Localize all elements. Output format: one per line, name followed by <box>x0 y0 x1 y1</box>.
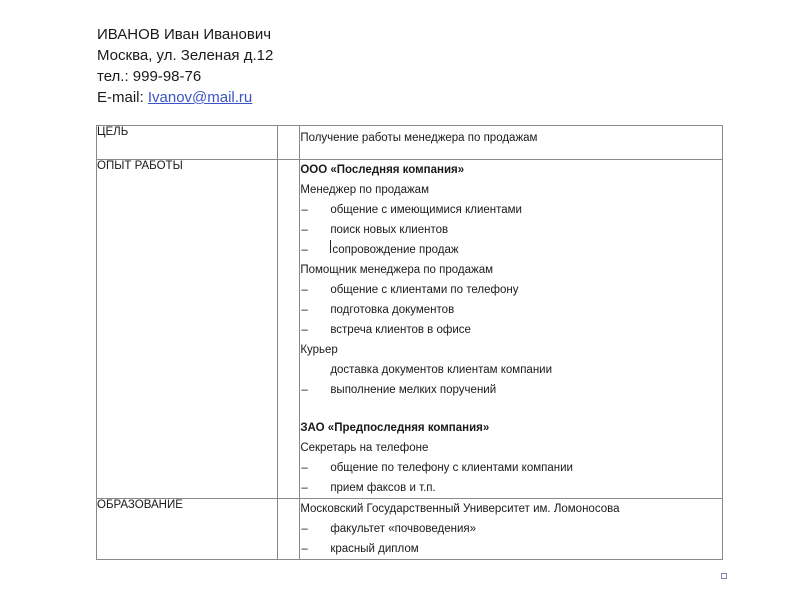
duty-text: подготовка документов <box>330 304 455 316</box>
duty-item <box>300 478 722 498</box>
spacer-cell <box>278 160 300 499</box>
duty-item <box>300 320 722 340</box>
education-row <box>97 499 723 560</box>
duty-item <box>300 280 722 300</box>
dash-marker: – <box>301 284 308 296</box>
detail-text: красный диплом <box>330 543 419 555</box>
duty-text: поиск новых клиентов <box>330 224 449 236</box>
table-resize-handle[interactable] <box>721 573 727 579</box>
dash-marker: – <box>301 543 308 555</box>
dash-marker: – <box>301 204 308 216</box>
text-cursor <box>330 240 331 253</box>
position-title: Менеджер по продажам <box>300 184 429 196</box>
duty-text: общение с клиентами по телефону <box>330 284 519 296</box>
company-name: ЗАО «Предпоследняя компания» <box>300 422 490 434</box>
email-link[interactable]: Ivanov@mail.ru <box>147 89 253 106</box>
duty-text: сопровождение продаж <box>332 244 459 256</box>
spacer-cell <box>278 499 300 560</box>
education-label: ОБРАЗОВАНИЕ <box>97 499 278 560</box>
detail-text: факультет «почвоведения» <box>330 523 477 535</box>
dash-marker: – <box>301 304 308 316</box>
institution-name: Московский Государственный Университет им. Ломоносова <box>300 503 620 515</box>
duty-item <box>300 380 722 400</box>
duty-item <box>300 200 722 220</box>
education-detail <box>300 519 722 539</box>
position-title: Помощник менеджера по продажам <box>300 264 494 276</box>
full-name: ИВАНОВ Иван Иванович <box>97 26 272 43</box>
duty-item <box>300 300 722 320</box>
address: Москва, ул. Зеленая д.12 <box>97 47 274 64</box>
duty-text-plain: доставка документов клиентам компании <box>330 364 553 376</box>
phone: тел.: 999-98-76 <box>97 68 202 85</box>
resume-table <box>96 125 723 560</box>
duty-item <box>300 240 722 260</box>
duty-text: прием факсов и т.п. <box>330 482 436 494</box>
dash-marker: – <box>301 482 308 494</box>
position-title: Курьер <box>300 344 338 356</box>
email-line <box>97 87 273 108</box>
spacer-cell <box>278 126 300 160</box>
duty-item <box>300 458 722 478</box>
experience-row <box>97 160 723 499</box>
dash-marker: – <box>301 224 308 236</box>
experience-body <box>300 160 723 499</box>
duty-item <box>300 220 722 240</box>
dash-marker: – <box>301 324 308 336</box>
position-title: Секретарь на телефоне <box>300 442 429 454</box>
education-detail <box>300 539 722 559</box>
duty-text: выполнение мелких поручений <box>330 384 497 396</box>
duty-text: общение по телефону с клиентами компании <box>330 462 573 474</box>
goal-label: ЦЕЛЬ <box>97 126 278 160</box>
goal-row <box>97 126 723 160</box>
blank-line <box>300 400 722 418</box>
goal-text: Получение работы менеджера по продажам <box>300 126 723 160</box>
education-body <box>300 499 723 560</box>
dash-marker: – <box>301 462 308 474</box>
dash-marker: – <box>301 244 308 256</box>
duty-text: встреча клиентов в офисе <box>330 324 471 336</box>
company-name: ООО «Последняя компания» <box>300 164 465 176</box>
dash-marker: – <box>301 523 308 535</box>
experience-label: ОПЫТ РАБОТЫ <box>97 160 278 499</box>
dash-marker: – <box>301 384 308 396</box>
resume-header <box>97 24 273 108</box>
email-label: E-mail: <box>97 89 148 106</box>
duty-text: общение с имеющимися клиентами <box>330 204 522 216</box>
